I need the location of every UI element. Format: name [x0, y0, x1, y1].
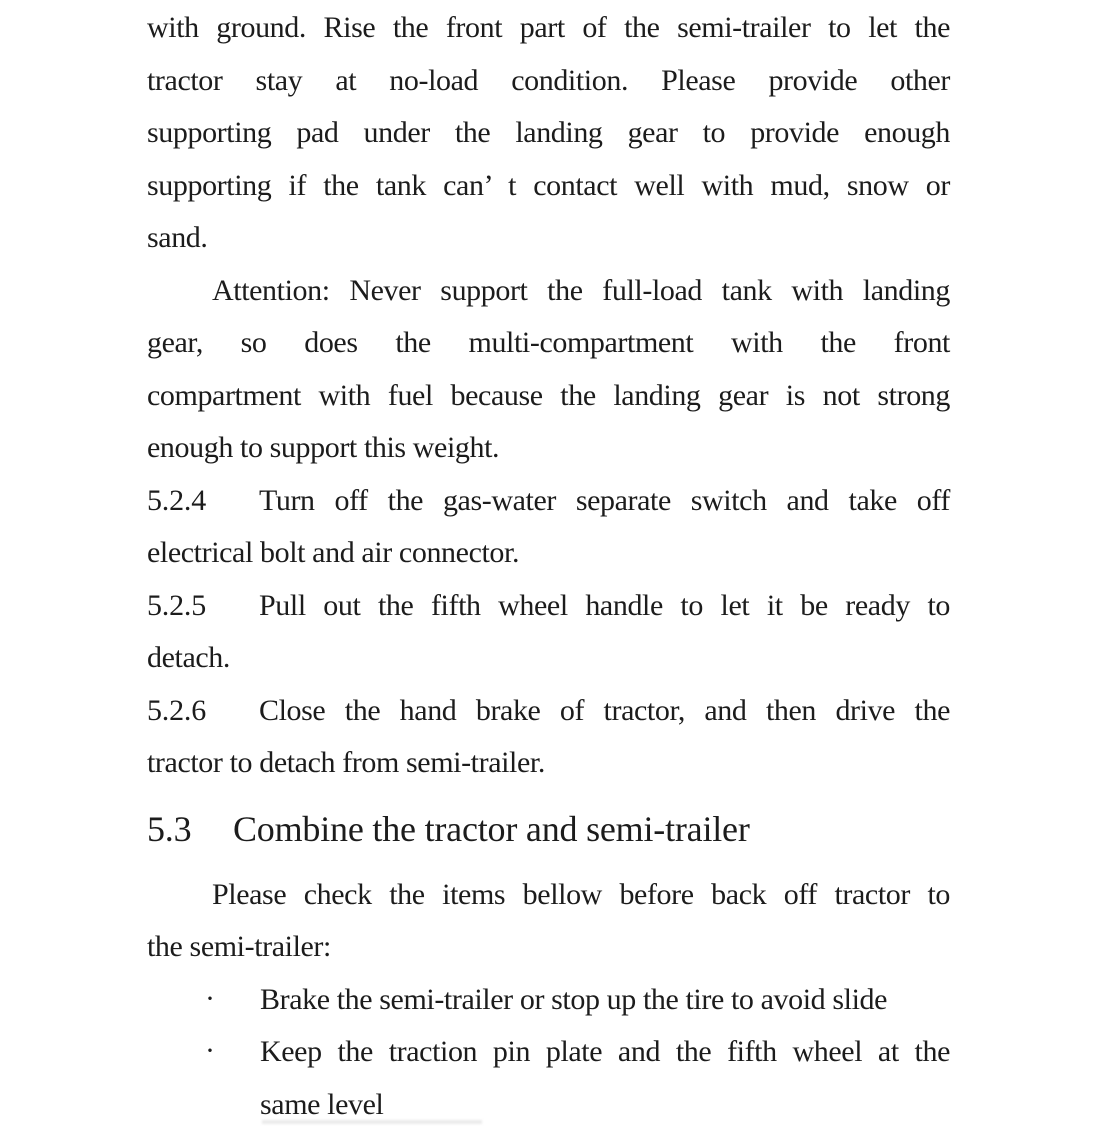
section-heading-5-3: [147, 803, 950, 856]
bullet-dot-icon: ·: [205, 981, 215, 1015]
text-line: sand.: [147, 221, 208, 254]
paragraph-detach-procedure: [147, 2, 950, 265]
bullet-text: Keep the traction pin plate and the fifth wheel at the: [260, 1035, 950, 1068]
clause-text: Turn off the gas-water separate switch and take off: [259, 483, 950, 517]
bullet-text: Brake the semi-trailer or stop up the tire to avoid slide: [260, 982, 888, 1016]
clause-text: Pull out the fifth wheel handle to let it be ready to: [259, 588, 950, 622]
text-line: [147, 475, 950, 528]
heading-title: Combine the tractor and semi-trailer: [233, 808, 750, 849]
text-line: the semi-trailer:: [147, 930, 331, 963]
text-line: enough to support this weight.: [147, 431, 500, 464]
text-line: supporting if the tank can’ t contact well with mud, snow or: [147, 168, 950, 202]
section-number: 5.2.6: [147, 693, 207, 727]
clause-5-2-4: [147, 475, 950, 580]
clause-5-2-5: [147, 580, 950, 685]
text-line: Attention: Never support the full-load tank with landing: [212, 273, 950, 307]
text-line: tractor to detach from semi-trailer.: [147, 746, 545, 779]
paragraph-check-items: [147, 869, 950, 974]
text-line: gear, so does the multi-compartment with the front: [147, 326, 950, 359]
text-line: [147, 685, 950, 738]
text-line: [147, 580, 950, 633]
text-line: electrical bolt and air connector.: [147, 536, 520, 569]
text-line: Please check the items bellow before back off tractor to: [212, 877, 950, 911]
scan-artifact: [262, 1120, 482, 1124]
bullet-continuation-line: same level: [260, 1087, 384, 1121]
clause-5-2-6: [147, 685, 950, 790]
paragraph-attention-note: [147, 265, 950, 475]
section-number: 5.2.4: [147, 483, 207, 517]
clause-text: Close the hand brake of tractor, and then drive the: [259, 693, 950, 727]
bullet-item: [147, 974, 950, 1027]
heading-number: 5.3: [147, 808, 192, 849]
section-number: 5.2.5: [147, 588, 207, 622]
text-line: compartment with fuel because the landing gear is not strong: [147, 378, 950, 412]
text-line: detach.: [147, 641, 230, 674]
text-line: tractor stay at no-load condition. Please provide other: [147, 63, 950, 97]
text-line: with ground. Rise the front part of the semi-trailer to let the: [147, 11, 950, 44]
bullet-list: [147, 974, 950, 1131]
text-line: supporting pad under the landing gear to provide enough: [147, 116, 950, 149]
bullet-item: [147, 1026, 950, 1079]
bullet-dot-icon: ·: [205, 1034, 215, 1067]
